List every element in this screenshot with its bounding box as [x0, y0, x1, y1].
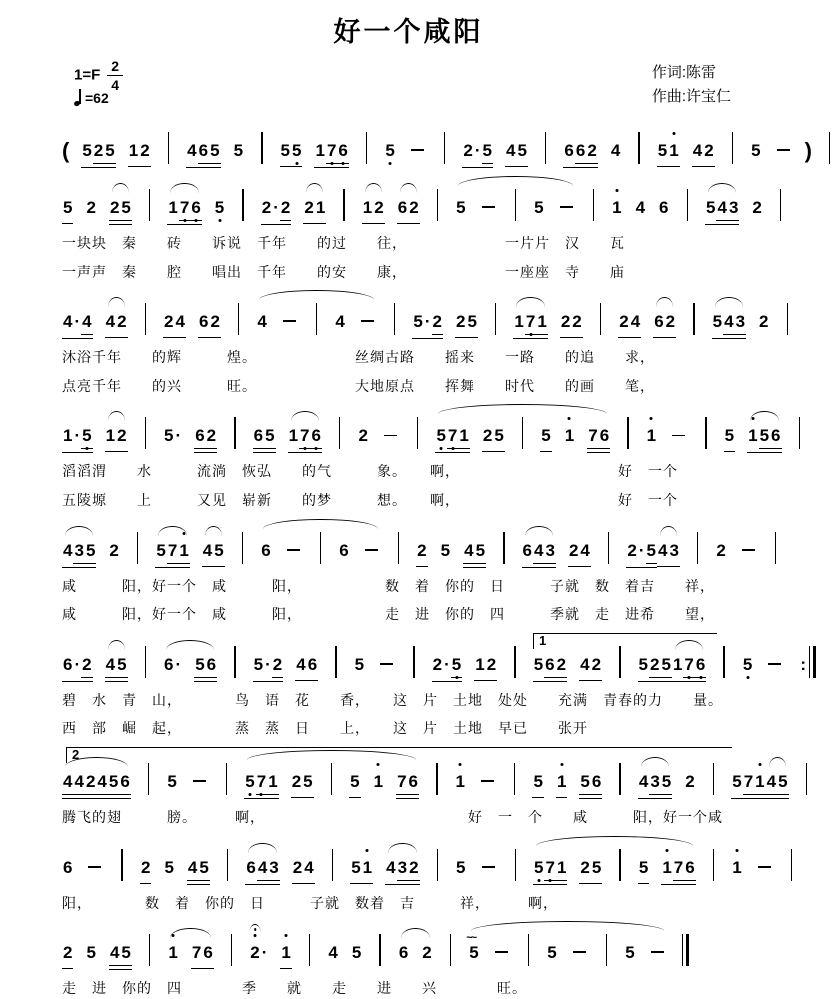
notation-row-1: ( 5 2 5 1 2 4 6 5 5 5 5 1 7 6 5 2 · 5 4 5 6 6 2 4 5 1 4 2 5 ) [62, 132, 755, 168]
tempo-marking [74, 89, 109, 106]
score-line-5 [62, 519, 755, 625]
lyrics-line-9: 走 进 你的 四 季 就 走 进 兴 旺。 [62, 980, 527, 997]
time-signature [107, 59, 123, 92]
score-line-6 [62, 632, 806, 739]
lyrics-line-2-verse-1: 一块块 秦 砖 诉说 千年 的过 往， 一片片 汉 瓦 [62, 235, 625, 251]
key-label: 1=F [74, 66, 101, 84]
score-line-8 [62, 836, 755, 914]
notation-row-6: 6 · 2 4 5 6 · 5 6 5 · 2 4 6 5 2 · 5 1 2 5 6 2 4 2 5 2 5 1 7 6 5 : [62, 646, 755, 682]
lyrics-line-5-verse-2: 咸 阳，好一个 咸 阳， 走 进 你的 四 季就 走 进希 望， [62, 606, 715, 623]
lyrics-line-3-verse-2: 点亮千年 的兴 旺。 大地原点 挥舞 时代 的画 笔， [62, 377, 655, 394]
notation-row-9: 2 5 4 5 1 7 6 2 · 1 4 5 6 2 5 ~~ 5 5 [62, 934, 755, 970]
lyrics-line-4-verse-2: 五陵塬 上 又见 崭新 的梦 想。 啊， 好 一个 [62, 491, 678, 508]
score-line-1 [62, 119, 812, 168]
score-header [62, 57, 755, 117]
score-line-7 [62, 746, 788, 828]
volta-second-ending-label: 2 [72, 746, 80, 762]
notation-row-3: 4 · 4 4 2 2 4 6 2 4 4 5 · 2 2 5 1 7 1 2 2 2 4 6 2 5 4 3 2 [62, 303, 755, 339]
lyrics-line-6-verse-1: 碧 水 青 山， 鸟 语 花 香， 这 片 土地 处处 充满 青春的力 量。 [62, 691, 723, 708]
quarter-note-icon [74, 89, 83, 106]
notation-row-5: 4 3 5 2 5 7 1 4 5 6 6 2 5 4 5 6 4 3 2 4 2 · 5 4 3 2 [62, 532, 755, 568]
lyrics-line-8: 阳， 数 着 你的 日 子就 数着 吉 祥， 啊， [62, 894, 558, 911]
song-title: 好一个咸阳 [333, 17, 484, 48]
score-line-2 [62, 176, 762, 282]
score-line-9 [62, 921, 755, 999]
score-line-4 [62, 404, 781, 510]
notation-row-7: 4 4 2 4 5 6 5 5 7 1 2 5 5 1 7 6 1 5 1 5 6 4 3 5 2 5 7 1 4 5 [62, 763, 755, 799]
lyrics-line-4-verse-1: 滔滔渭 水 流淌 恢弘 的气 象。 啊， 好 一个 [62, 463, 678, 480]
notation-row-8: 6 2 5 4 5 6 4 3 2 4 5 1 4 3 2 5 5 7 1 2 5 5 1 7 6 1 [62, 849, 755, 885]
key-signature [74, 59, 123, 92]
notation-row-2: 5 2 2 5 1 7 6 5 2 · 2 2 1 1 2 6 2 5 5 1 4 6 5 4 3 2 [62, 189, 755, 225]
lyrics-line-3-verse-1: 沐浴千年 的辉 煌。 丝绸古路 摇来 一路 的追 求， [62, 349, 655, 366]
lyrics-line-2-verse-2: 一声声 秦 腔 唱出 千年 的安 康， 一座座 寺 庙 [62, 263, 625, 280]
lyrics-line-6-verse-2: 西 部 崛 起， 蒸 蒸 日 上， 这 片 土地 早已 张开 [62, 720, 588, 737]
lyricist-credit: 作词:陈雷 [651, 64, 716, 81]
composer-credit: 作曲:许宝仁 [651, 88, 731, 105]
volta-first-ending-label: 1 [539, 632, 547, 648]
tempo-value: =62 [85, 90, 109, 106]
time-numerator: 2 [107, 59, 123, 76]
credits [652, 61, 731, 109]
notation-row-4: 1 · 5 1 2 5 · 6 2 6 5 1 7 6 2 5 7 1 2 5 5 1 7 6 1 5 1 5 6 [62, 417, 755, 453]
score-line-3 [62, 290, 769, 396]
lyrics-line-5-verse-1: 咸 阳，好一个 咸 阳， 数 着 你的 日 子就 数 着吉 祥， [62, 577, 715, 594]
time-denominator: 4 [111, 77, 120, 93]
lyrics-line-7: 腾飞的翅 膀。 啊， 好 一 个 咸 阳，好一个咸 [62, 808, 723, 825]
